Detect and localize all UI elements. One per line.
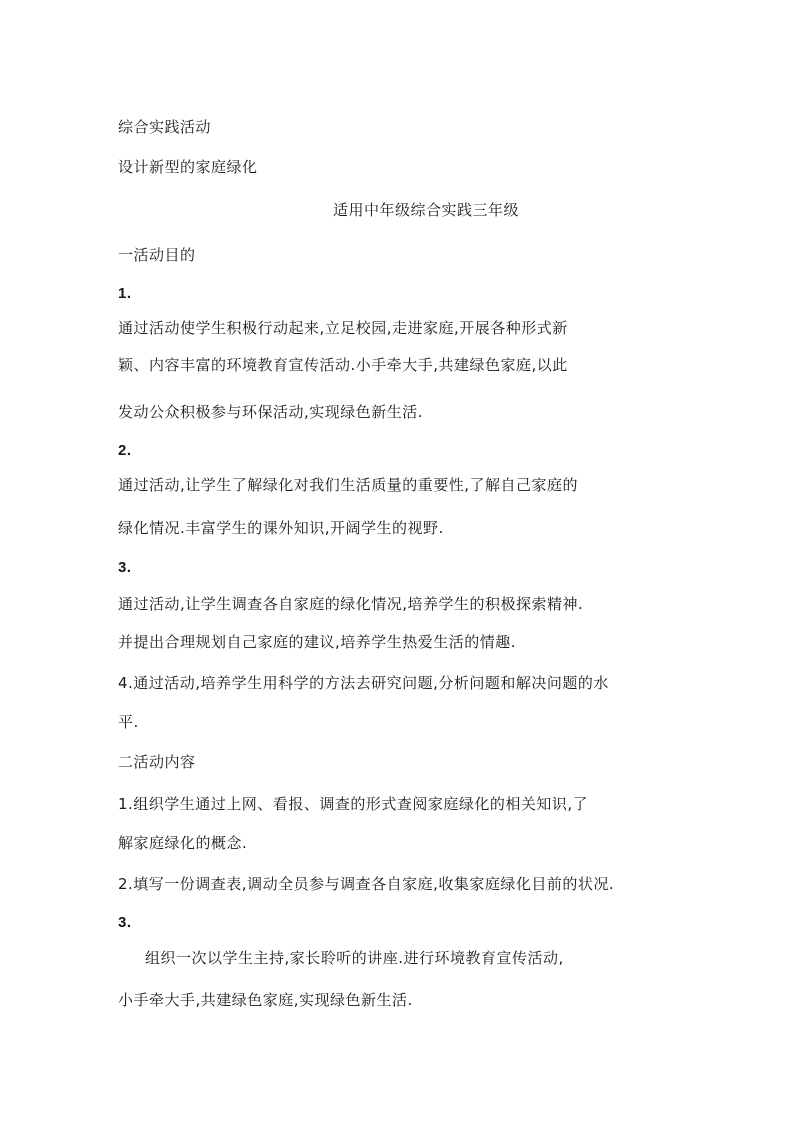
item-3-line-2: 并提出合理规划自己家庭的建议,培养学生热爱生活的情趣. <box>118 633 517 651</box>
content-1-line-2: 解家庭绿化的概念. <box>118 834 248 852</box>
item-number-3: 3. <box>118 559 132 576</box>
content-3-line-2: 小手牵大手,共建绿色家庭,实现绿色新生活. <box>118 991 413 1009</box>
item-3-line-1: 通过活动,让学生调查各自家庭的绿化情况,培养学生的积极探索精神. <box>118 595 584 613</box>
content-2-line-1: 2.填写一份调查表,调动全员参与调查各自家庭,收集家庭绿化目前的状况. <box>118 875 615 893</box>
section-heading-content: 二活动内容 <box>118 753 196 771</box>
item-4-line-2: 平. <box>118 713 139 731</box>
document-title: 设计新型的家庭绿化 <box>118 158 258 176</box>
item-2-line-1: 通过活动,让学生了解绿化对我们生活质量的重要性,了解自己家庭的 <box>118 476 579 494</box>
item-1-line-2: 颖、内容丰富的环境教育宣传活动.小手牵大手,共建绿色家庭,以此 <box>118 356 568 374</box>
item-number-1: 1. <box>118 285 132 302</box>
document-subtitle: 适用中年级综合实践三年级 <box>333 201 520 219</box>
content-3-line-1: 组织一次以学生主持,家长聆听的讲座.进行环境教育宣传活动, <box>145 949 564 967</box>
section-heading-objectives: 一活动目的 <box>118 246 196 264</box>
item-1-line-3: 发动公众积极参与环保活动,实现绿色新生活. <box>118 403 424 421</box>
content-number-3: 3. <box>118 914 132 931</box>
item-1-line-1: 通过活动使学生积极行动起来,立足校园,走进家庭,开展各种形式新 <box>118 319 568 337</box>
item-number-2: 2. <box>118 442 132 459</box>
content-1-line-1: 1.组织学生通过上网、看报、调查的形式查阅家庭绿化的相关知识,了 <box>118 795 589 813</box>
item-2-line-2: 绿化情况.丰富学生的课外知识,开阔学生的视野. <box>118 519 444 537</box>
item-4-line-1: 4.通过活动,培养学生用科学的方法去研究问题,分析问题和解决问题的水 <box>118 674 609 692</box>
document-header: 综合实践活动 <box>118 118 212 136</box>
